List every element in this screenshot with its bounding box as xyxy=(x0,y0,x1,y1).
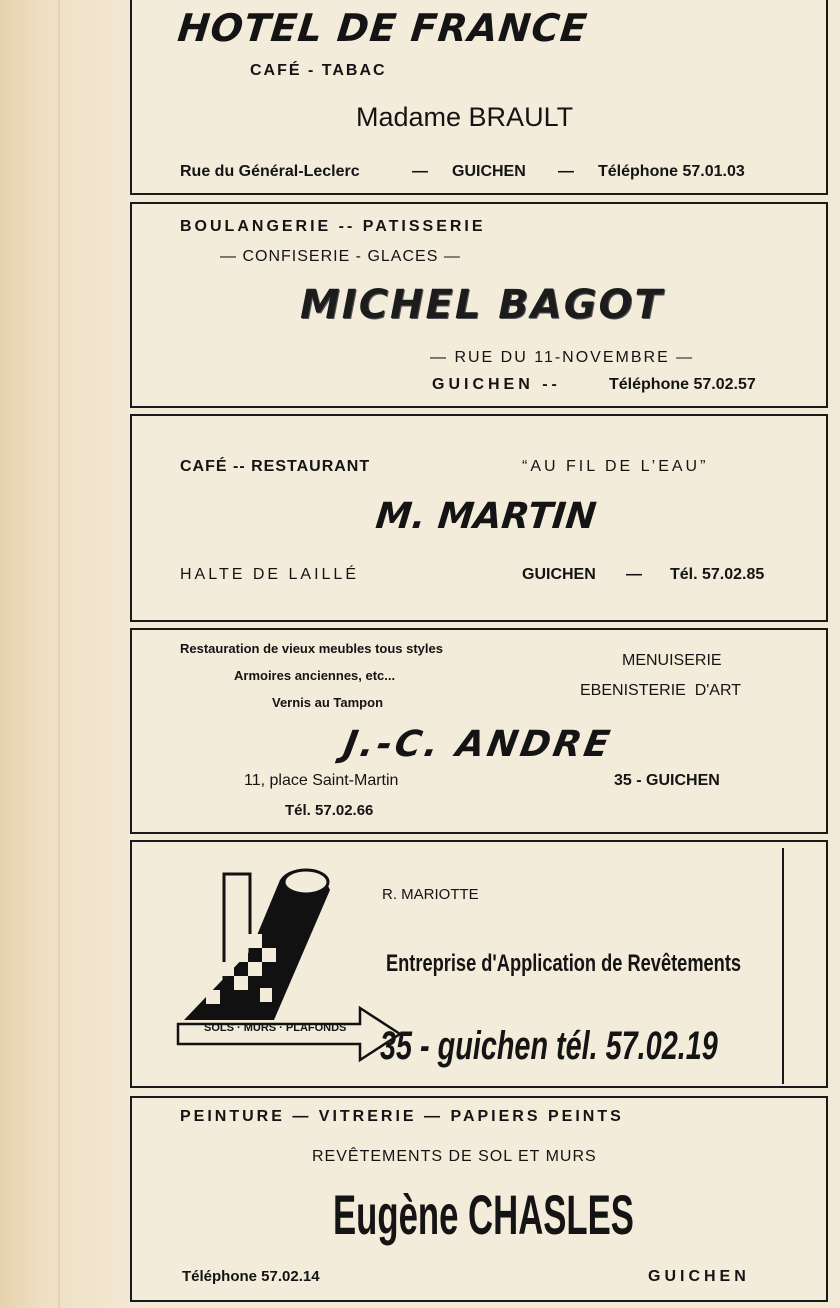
cafe-name: M. MARTIN xyxy=(373,496,599,537)
ad-boulangerie xyxy=(130,202,828,408)
andre-trade1: MENUISERIE xyxy=(622,652,722,669)
hotel-sep1: — xyxy=(412,163,428,180)
hotel-town: GUICHEN xyxy=(452,163,526,180)
andre-phone: Tél. 57.02.66 xyxy=(285,802,374,819)
andre-line3: Vernis au Tampon xyxy=(272,695,384,710)
andre-address: 11, place Saint-Martin xyxy=(244,772,399,789)
andre-name: J.-C. ANDRE xyxy=(340,724,616,765)
chasles-heading: PEINTURE — VITRERIE — PAPIERS PEINTS xyxy=(180,1108,624,1125)
boulangerie-heading: BOULANGERIE -- PATISSERIE xyxy=(180,218,486,235)
andre-line2: Armoires anciennes, etc... xyxy=(234,668,396,683)
cafe-town: GUICHEN xyxy=(522,566,596,583)
boulangerie-subheading: — CONFISERIE - GLACES — xyxy=(220,248,461,265)
chasles-subheading: REVÊTEMENTS DE SOL ET MURS xyxy=(312,1148,597,1165)
ad-cafe-restaurant xyxy=(130,414,828,622)
logo-roll-end xyxy=(284,870,328,894)
cafe-location: HALTE DE LAILLÉ xyxy=(180,566,359,583)
boulangerie-street: — RUE DU 11-NOVEMBRE — xyxy=(430,349,695,366)
hotel-phone: Téléphone 57.01.03 xyxy=(598,163,745,180)
ad-mariotte xyxy=(130,840,828,1088)
page-gutter xyxy=(0,0,128,1308)
ad-jc-andre xyxy=(130,628,828,834)
chasles-name: Eugène CHASLES xyxy=(333,1183,634,1246)
boulangerie-phone: Téléphone 57.02.57 xyxy=(609,376,756,393)
mariotte-owner: R. MARIOTTE xyxy=(382,886,479,903)
hotel-sep2: — xyxy=(558,163,574,180)
andre-city: 35 - GUICHEN xyxy=(614,772,720,789)
ad-hotel-de-france xyxy=(130,0,828,195)
boulangerie-town: GUICHEN -- xyxy=(432,376,561,393)
cafe-sep: — xyxy=(626,566,642,583)
boulangerie-name: MICHEL BAGOT xyxy=(300,282,664,328)
hotel-street: Rue du Général-Leclerc xyxy=(180,163,360,180)
cafe-type: CAFÉ -- RESTAURANT xyxy=(180,458,371,475)
hotel-name: HOTEL DE FRANCE xyxy=(175,6,590,50)
page-fold xyxy=(58,0,60,1308)
hotel-owner: Madame BRAULT xyxy=(356,102,574,132)
mariotte-arrow-text: SOLS · MURS · PLAFONDS xyxy=(204,1022,347,1034)
cafe-phone: Tél. 57.02.85 xyxy=(670,566,765,583)
chasles-town: GUICHEN xyxy=(648,1268,750,1285)
mariotte-contact: 35 - guichen tél. 57.02.19 xyxy=(380,1024,718,1068)
andre-trade2: EBENISTERIE D'ART xyxy=(580,682,742,699)
hotel-subtitle: CAFÉ - TABAC xyxy=(250,62,387,79)
andre-line1: Restauration de vieux meubles tous styles xyxy=(180,641,443,656)
chasles-phone: Téléphone 57.02.14 xyxy=(182,1268,320,1285)
cafe-tagline: “AU FIL DE L’EAU” xyxy=(522,458,709,475)
ad-chasles xyxy=(130,1096,828,1302)
mariotte-company: Entreprise d'Application de Revêtements xyxy=(386,950,742,977)
